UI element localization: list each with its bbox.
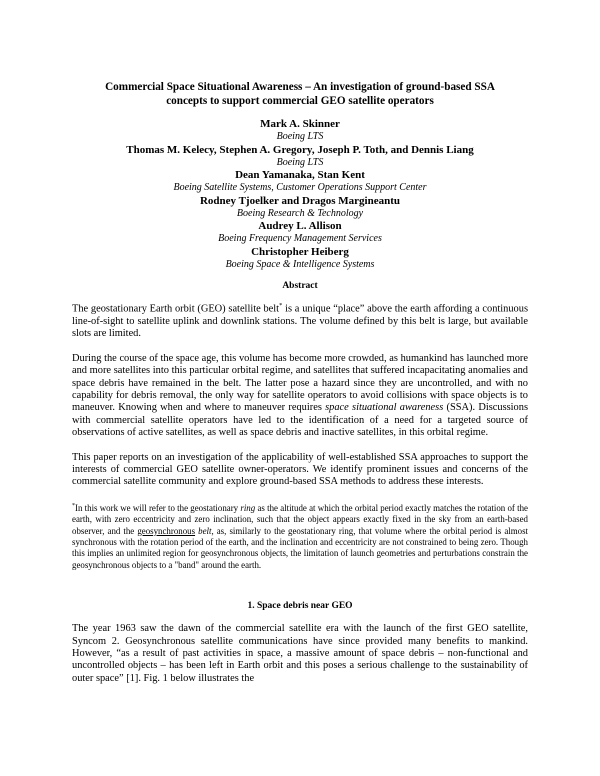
emphasis-text: space situational awareness (325, 402, 444, 414)
author-name: Mark A. Skinner (260, 118, 340, 130)
author-affiliation: Boeing Research & Technology (236, 207, 364, 219)
author-affiliation: Boeing Frequency Management Services (218, 233, 382, 244)
abstract-heading: Abstract (282, 281, 318, 291)
author-affiliation: Boeing Space & Intelligence Systems (225, 258, 375, 270)
text-run: The geostationary Earth orbit (GEO) satellite belt (72, 303, 280, 315)
author-block (72, 118, 528, 271)
title-line-1: Commercial Space Situational Awareness – An investigation of ground-based SSA (105, 81, 495, 93)
abstract-paragraph-2 (72, 353, 528, 440)
footnote (72, 501, 528, 571)
author-affiliation: Boeing LTS (276, 156, 324, 168)
paper-title (72, 80, 528, 108)
footnote-marker: * (279, 302, 283, 309)
emphasis-text: ring (240, 502, 256, 513)
author-name: Thomas M. Kelecy, Stephen A. Gregory, Joseph P. Toth, and Dennis Liang (126, 143, 474, 156)
abstract-paragraph-1 (72, 300, 528, 341)
author-name: Christopher Heiberg (251, 245, 349, 258)
abstract-paragraph-3: This paper reports on an investigation of the applicability of well-established SSA approaches to support the interests of commercial GEO satellite owner-operators. We identify prominent issues and concerns of the commercial satellite community and explore ground-based SSA methods to address these interests. (72, 451, 528, 488)
paper-page (72, 80, 528, 697)
author-affiliation: Boeing Satellite Systems, Customer Operations Support Center (173, 182, 427, 193)
author-name: Audrey L. Allison (258, 220, 342, 232)
author-name: Rodney Tjoelker and Dragos Margineantu (199, 194, 401, 207)
text-run: (SSA). Discussions with commercial satellite operators have led to the identification of a need for a targeted source of observations of active satellites, as well as space debris and inactive satellites, in this orbital regime. (72, 402, 528, 439)
title-line-2: concepts to support commercial GEO satellite operators (166, 95, 434, 107)
text-run: is a unique “place” above the earth affording a continuous line-of-sight to satellite uplink and downlink stations. The volume defined by this belt is large, but available slots are limited. (72, 303, 528, 340)
section-heading: 1. Space debris near GEO (247, 601, 353, 612)
author-affiliation: Boeing LTS (276, 131, 324, 142)
underlined-text: geosynchronous (137, 525, 196, 536)
author-name: Dean Yamanaka, Stan Kent (235, 169, 365, 181)
text-run: In this work we will refer to the geostationary (75, 502, 241, 513)
footnote-marker: * (72, 502, 75, 509)
text-run: , as, similarly to the geostationary ring, that volume where the orbital period is almost synchronous with the rotation period of the earth, and the inclination and eccentricity are not constrained to being zero. Though this implies an unlimited region for geosynchronous objects, the limitation of launch geometries and perturbations constrain the geosynchronous objects to a "band" around the earth. (72, 525, 528, 570)
text-run: as the altitude at which the orbital period exactly matches the rotation of the earth, with zero eccentricity and zero inclination, such that the object appears exactly fixed in the sky from an earth-based observer, and the (72, 502, 528, 536)
section-paragraph: The year 1963 saw the dawn of the commercial satellite era with the launch of the first GEO satellite, Syncom 2. Geosynchronous satellite communications have since provided many benefits to mankind. However, “as a result of past activities in space, a massive amount of space debris – non-functional and uncontrolled objects – has been left in Earth orbit and this poses a serious challenge to the sustainability of outer space” [1]. Fig. 1 below illustrates the (72, 623, 528, 684)
text-run: During the course of the space age, this volume has become more crowded, as humankind has launched more and more satellites into this particular orbital regime, and satellites that suffered incapacitating anomalies and space debris have remained in the belt. The latter pose a hazard since they are uncontrolled, and with no capability for debris removal, the only way for satellite operators to avoid collisions with space objects is to maneuver. Knowing when and where to maneuver requires (72, 352, 528, 414)
emphasis-text: belt (198, 525, 212, 536)
